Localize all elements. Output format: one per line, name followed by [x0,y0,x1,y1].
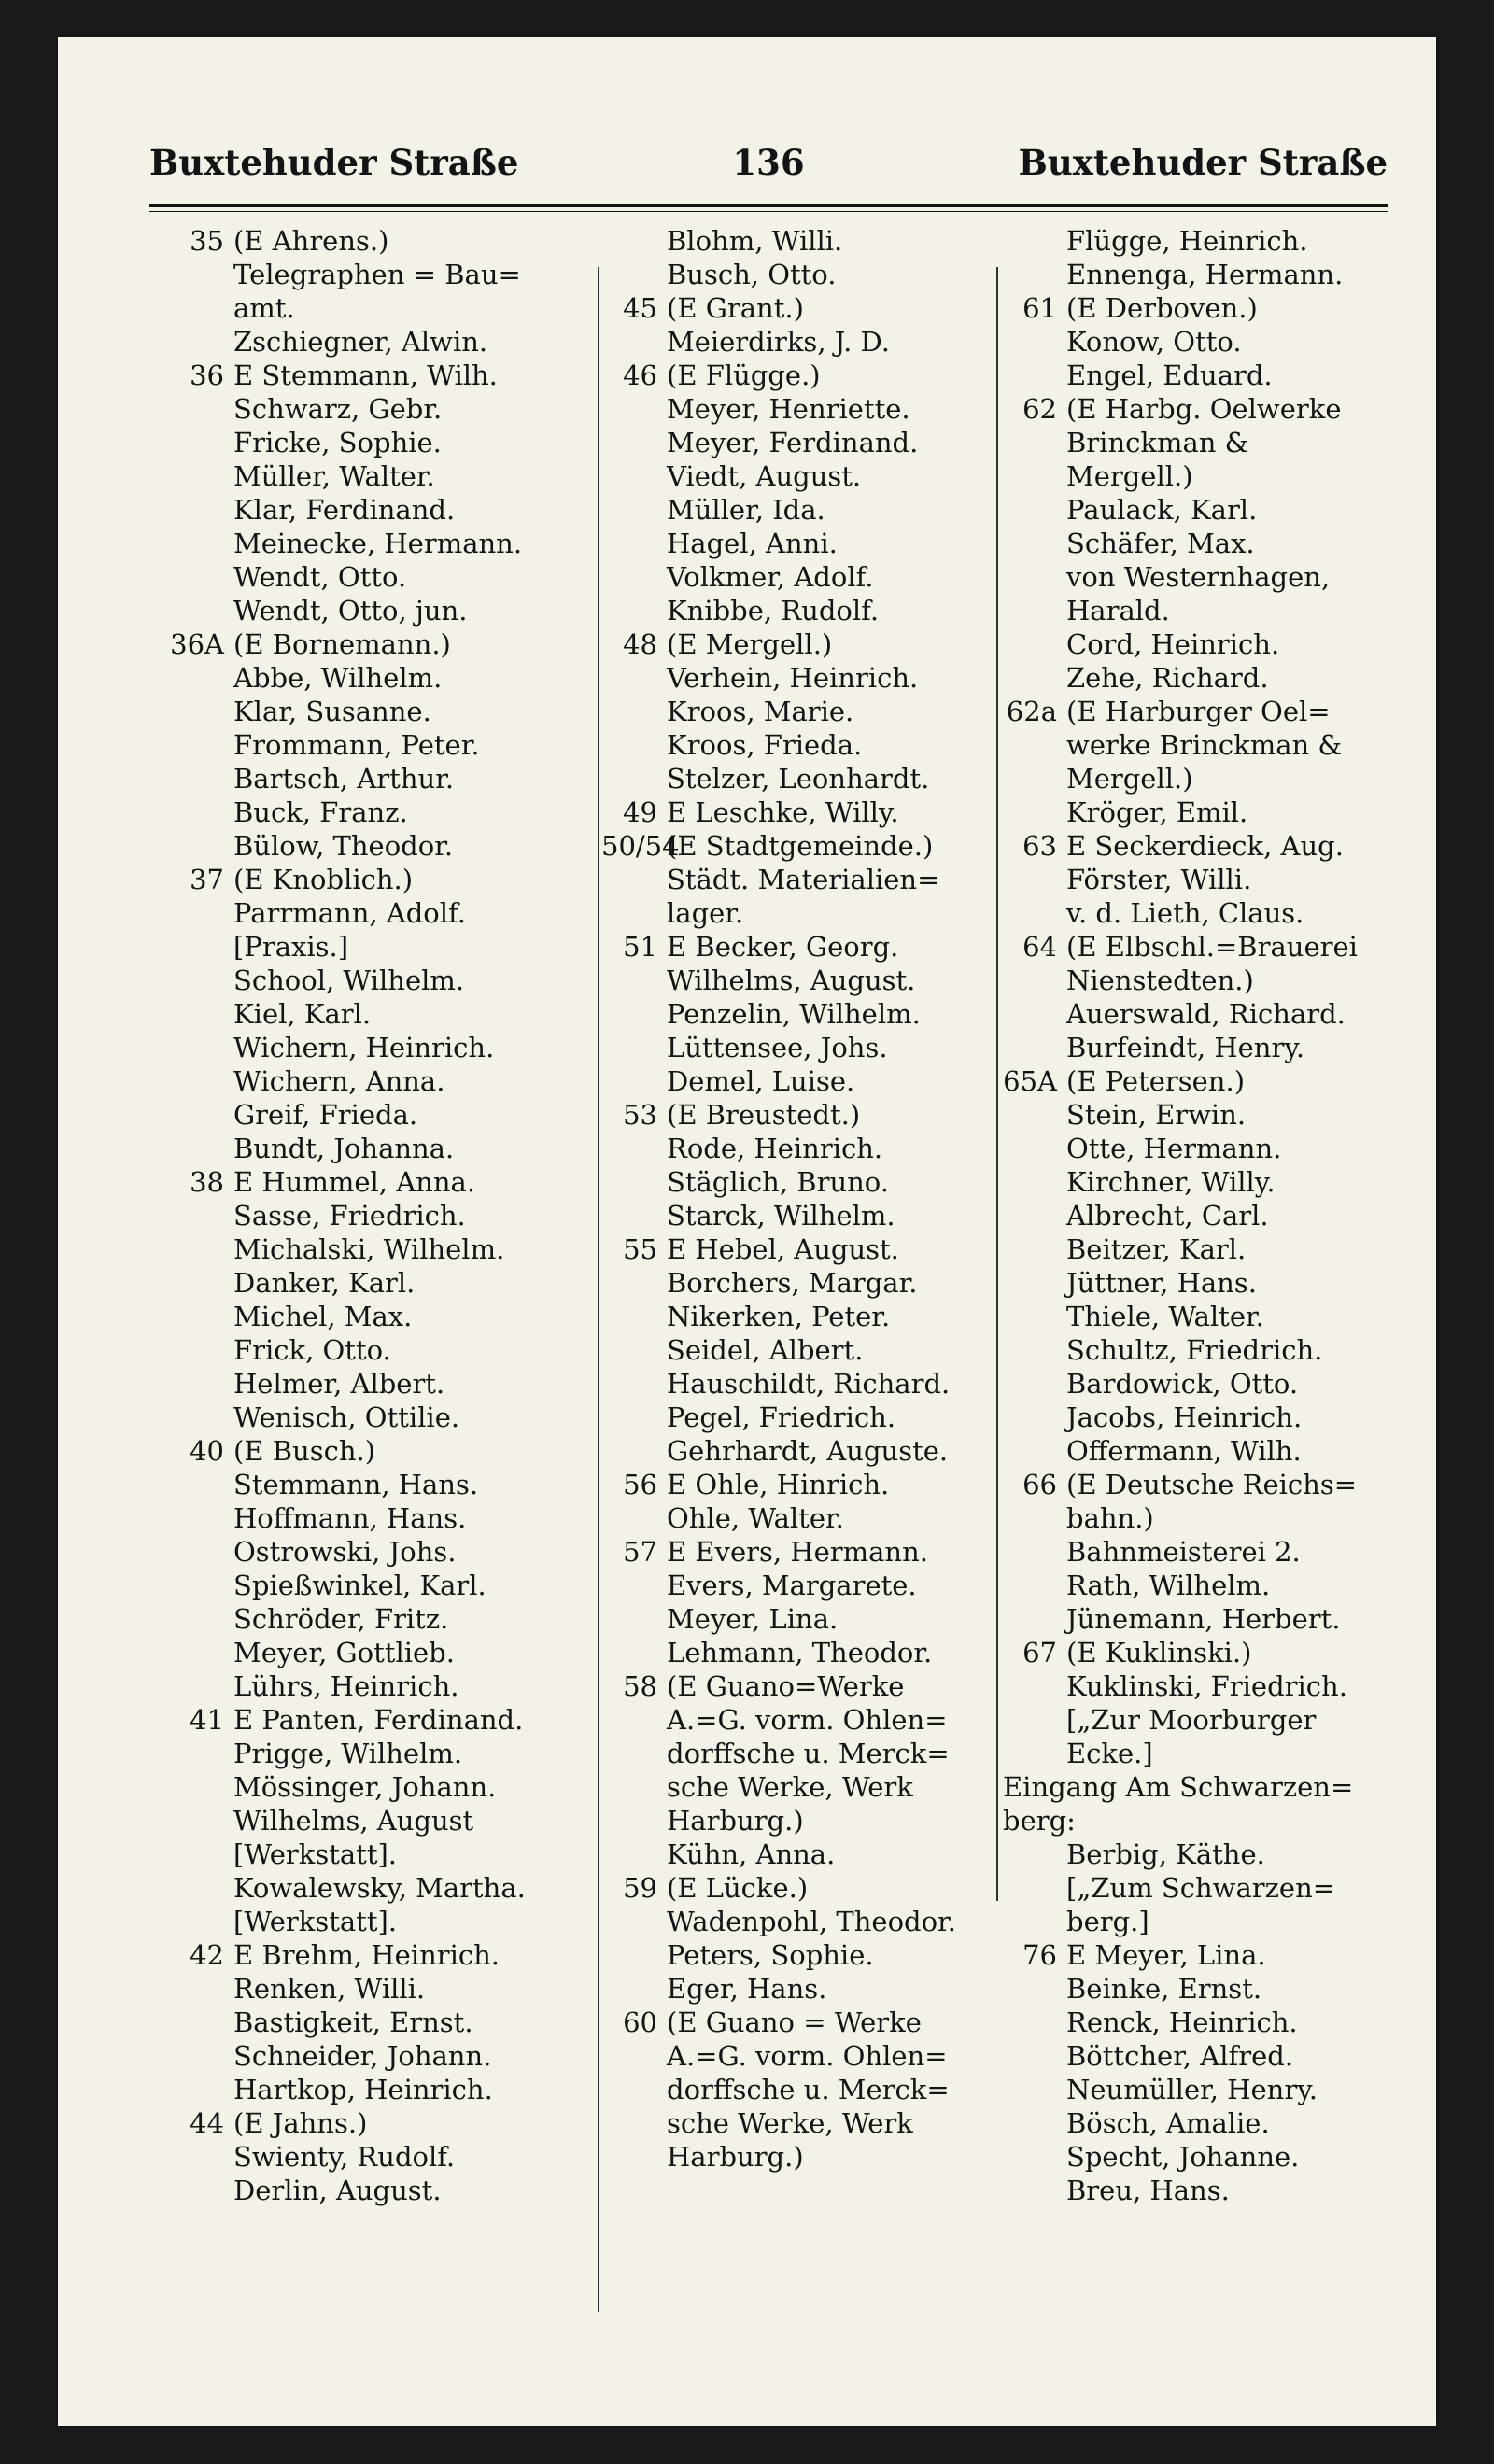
resident-line: Meyer, Ferdinand. [667,427,919,458]
resident-line: Klar, Ferdinand. [233,494,456,526]
resident-line: Meyer, Henriette. [667,393,910,425]
resident-line: (E Knoblich.) [233,864,414,895]
resident-line: Bösch, Amalie. [1066,2107,1270,2139]
house-entry [1003,1770,1442,1837]
page-header [149,142,1388,198]
resident-list [1066,1837,1442,1938]
resident-line: E Becker, Georg. [667,931,899,963]
resident-line: bahn.) [1066,1502,1154,1534]
resident-line: A.=G. vorm. Ohlen= [667,1704,948,1736]
resident-line: Wichern, Anna. [233,1065,445,1097]
resident-line: lager. [667,897,744,929]
house-number: 51 [623,931,657,963]
resident-line: E Seckerdieck, Aug. [1066,830,1344,862]
resident-line: Meierdirks, J. D. [667,326,890,358]
resident-list [1066,695,1442,829]
column-1 [151,224,595,2207]
resident-list [667,1535,1001,1669]
house-number: 65A [1003,1065,1057,1097]
resident-list [667,2006,1001,2174]
resident-line: Hagel, Anni. [667,528,838,559]
resident-list [1066,1064,1442,1468]
resident-line: Kroos, Frieda. [667,729,863,761]
resident-line: Kroos, Marie. [667,696,854,727]
resident-list [233,224,595,359]
resident-line: (E Bornemann.) [233,628,451,660]
house-number: 40 [190,1435,224,1467]
resident-line: (E Breustedt.) [667,1099,861,1131]
resident-line: Förster, Willi. [1066,864,1252,895]
resident-line: Kowalewsky, Martha. [233,1872,526,1904]
resident-list [667,1669,1001,1871]
header-rule-thin [149,211,1388,212]
resident-line: Klar, Susanne. [233,696,431,727]
resident-list [1066,291,1442,392]
resident-line: berg: [1003,1805,1076,1837]
resident-line: Albrecht, Carl. [1066,1200,1269,1232]
resident-list [1066,1636,1442,1770]
resident-line: Verhein, Heinrich. [667,662,919,694]
resident-line: Bastigkeit, Ernst. [233,2006,473,2038]
house-entry [1003,829,1442,930]
house-entry [1003,224,1442,291]
resident-line: dorffsche u. Merck= [667,2074,950,2105]
resident-line: Müller, Walter. [233,460,435,492]
resident-line: Kühn, Anna. [667,1838,836,1870]
resident-list [1066,1468,1442,1636]
resident-line: Michalski, Wilhelm. [233,1233,505,1265]
resident-line: Hoffmann, Hans. [233,1502,467,1534]
house-number: 42 [190,1939,224,1971]
house-number: 49 [623,796,657,828]
house-number: 44 [190,2107,224,2139]
resident-line: Sasse, Friedrich. [233,1200,466,1232]
header-rule-thick [149,204,1388,207]
house-number [1003,1837,1066,1938]
house-number: 59 [623,1872,657,1904]
resident-line: Flügge, Heinrich. [1066,225,1308,257]
resident-line: Paulack, Karl. [1066,494,1258,526]
resident-line: Meyer, Gottlieb. [233,1637,455,1668]
house-entry [151,627,595,863]
house-entry [1003,291,1442,392]
house-number: 58 [623,1670,657,1702]
resident-line: Beitzer, Karl. [1066,1233,1247,1265]
house-entry [1003,1064,1442,1468]
resident-line: werke Brinckman & [1066,729,1343,761]
resident-line: Offermann, Wilh. [1066,1435,1302,1467]
resident-line: Schäfer, Max. [1066,528,1255,559]
resident-line: Nikerken, Peter. [667,1301,891,1332]
resident-line: Engel, Eduard. [1066,359,1273,391]
resident-line: (E Busch.) [233,1435,376,1467]
resident-line: Thiele, Walter. [1066,1301,1264,1332]
house-number: 55 [623,1233,657,1265]
house-number: 56 [623,1469,657,1500]
resident-line: Meyer, Lina. [667,1603,839,1635]
resident-line: Mergell.) [1066,763,1193,795]
resident-line: Telegraphen = Bau= [233,259,521,290]
resident-line: Otte, Hermann. [1066,1133,1282,1164]
resident-line: (E Ahrens.) [233,225,389,257]
resident-line: Derlin, August. [233,2175,442,2206]
resident-line: Berbig, Käthe. [1066,1838,1265,1870]
resident-list [667,224,1001,291]
resident-line: (E Grant.) [667,292,804,324]
resident-line: Böttcher, Alfred. [1066,2040,1294,2072]
resident-line: Brinckman & [1066,427,1249,458]
resident-line: Danker, Karl. [233,1267,416,1299]
resident-line: (E Jahns.) [233,2107,368,2139]
resident-line: E Brehm, Heinrich. [233,1939,500,1971]
resident-line: (E Petersen.) [1066,1065,1246,1097]
resident-line: Breu, Hans. [1066,2175,1230,2206]
resident-list [1066,224,1442,291]
resident-line: Ohle, Walter. [667,1502,844,1534]
resident-line: E Evers, Hermann. [667,1536,928,1568]
resident-line: dorffsche u. Merck= [667,1738,950,1769]
resident-line: Volkmer, Adolf. [667,561,874,593]
column-2 [601,224,1001,2174]
resident-list [1066,829,1442,930]
resident-line: Stein, Erwin. [1066,1099,1247,1131]
resident-list [233,1703,595,1938]
resident-line: Schultz, Friedrich. [1066,1334,1323,1366]
resident-line: Bahnmeisterei 2. [1066,1536,1301,1568]
resident-line: Mergell.) [1066,460,1193,492]
resident-list [667,796,1001,829]
house-entry [601,930,1001,1098]
house-entry [601,224,1001,291]
resident-line: Fricke, Sophie. [233,427,442,458]
resident-line: Starck, Wilhelm. [667,1200,895,1232]
house-number: 36 [190,359,224,391]
resident-line: Buck, Franz. [233,796,408,828]
resident-line: Eger, Hans. [667,1973,827,2005]
house-entry [601,627,1001,796]
resident-line: Ecke.] [1066,1738,1153,1769]
resident-line: Burfeindt, Henry. [1066,1032,1305,1063]
house-number: 37 [190,864,224,895]
resident-list [667,627,1001,796]
resident-line: Hauschildt, Richard. [667,1368,951,1400]
resident-list [667,829,1001,930]
resident-line: [Werkstatt]. [233,1906,398,1937]
house-number: 61 [1022,292,1057,324]
house-entry [151,1165,595,1434]
resident-line: (E Guano=Werke [667,1670,905,1702]
resident-line: Wichern, Heinrich. [233,1032,495,1063]
resident-line: Wilhelms, August. [667,964,916,996]
house-number: 35 [190,225,224,257]
resident-line: Borchers, Margar. [667,1267,918,1299]
house-number [1003,224,1066,291]
resident-line: Spießwinkel, Karl. [233,1570,486,1601]
resident-line: Mössinger, Johann. [233,1771,497,1803]
column-divider [598,267,599,2312]
house-entry [151,359,595,627]
resident-line: E Leschke, Willy. [667,796,899,828]
resident-line: Kuklinski, Friedrich. [1066,1670,1347,1702]
resident-line: (E Guano = Werke [667,2006,922,2038]
house-entry [1003,1837,1442,1938]
resident-line: Wendt, Otto. [233,561,407,593]
house-entry [601,2006,1001,2174]
house-entry [601,796,1001,829]
resident-list [1066,392,1442,695]
resident-list [233,1938,595,2106]
house-number: 53 [623,1099,657,1131]
resident-line: Seidel, Albert. [667,1334,864,1366]
resident-line: Parrmann, Adolf. [233,897,466,929]
house-number: 45 [623,292,657,324]
resident-line: Schneider, Johann. [233,2040,492,2072]
resident-line: [Werkstatt]. [233,1838,398,1870]
house-entry [151,1938,595,2106]
resident-list [233,2106,595,2207]
resident-line: Blohm, Willi. [667,225,843,257]
resident-line: Jünemann, Herbert. [1066,1603,1341,1635]
house-number: 62 [1022,393,1057,425]
resident-line: (E Harbg. Oelwerke [1066,393,1342,425]
resident-line: Wilhelms, August [233,1805,474,1837]
resident-list [233,863,595,1165]
house-entry [1003,392,1442,695]
resident-line: E Hebel, August. [667,1233,899,1265]
resident-line: [„Zum Schwarzen= [1066,1872,1336,1904]
resident-line: Helmer, Albert. [233,1368,445,1400]
resident-line: Harburg.) [667,2141,804,2173]
resident-line: Michel, Max. [233,1301,413,1332]
resident-list [667,1232,1001,1468]
resident-list [667,1871,1001,2006]
house-entry [601,291,1001,359]
resident-line: Neumüller, Henry. [1066,2074,1318,2105]
resident-list [667,1098,1001,1232]
resident-line: Zehe, Richard. [1066,662,1269,694]
resident-line: Hartkop, Heinrich. [233,2074,493,2105]
resident-list [1066,1938,1442,2207]
resident-line: Swienty, Rudolf. [233,2141,456,2173]
directory-page [58,37,1436,2426]
running-head-right: Buxtehuder Straße [1018,142,1388,183]
house-entry [1003,1468,1442,1636]
resident-line: (E Derboven.) [1066,292,1258,324]
resident-line: Abbe, Wilhelm. [233,662,443,694]
house-entry [1003,930,1442,1064]
running-head-left: Buxtehuder Straße [149,142,519,183]
house-number: 36A [170,628,224,660]
resident-line: sche Werke, Werk [667,2107,913,2139]
resident-line: Evers, Margarete. [667,1570,917,1601]
resident-line: Bardowick, Otto. [1066,1368,1299,1400]
resident-line: Knibbe, Rudolf. [667,595,880,627]
resident-line: Ostrowski, Johs. [233,1536,457,1568]
resident-line: Greif, Frieda. [233,1099,418,1131]
house-number: 64 [1022,931,1057,963]
resident-line: Nienstedten.) [1066,964,1254,996]
house-entry [1003,1938,1442,2207]
resident-line: Schwarz, Gebr. [233,393,443,425]
house-number: 63 [1022,830,1057,862]
house-number: 62a [1006,696,1057,727]
house-entry [151,863,595,1165]
resident-line: Stäglich, Bruno. [667,1166,889,1198]
house-number: 60 [623,2006,657,2038]
resident-line: (E Flügge.) [667,359,821,391]
house-number: 76 [1022,1939,1057,1971]
resident-line: Meinecke, Hermann. [233,528,523,559]
house-entry [1003,1636,1442,1770]
resident-line: Busch, Otto. [667,259,837,290]
house-entry [601,1098,1001,1232]
resident-line: Harald. [1066,595,1170,627]
resident-line: Zschiegner, Alwin. [233,326,488,358]
resident-line: A.=G. vorm. Ohlen= [667,2040,948,2072]
resident-line: Frommann, Peter. [233,729,480,761]
column-3 [1003,224,1442,2207]
resident-line: Lührs, Heinrich. [233,1670,459,1702]
resident-line: Eingang Am Schwarzen= [1003,1771,1354,1803]
resident-list [667,291,1001,359]
resident-list [1066,930,1442,1064]
resident-line: [Praxis.] [233,931,349,963]
page-number: 136 [732,142,805,183]
house-entry [601,829,1001,930]
resident-list [667,1468,1001,1535]
resident-line: Renck, Heinrich. [1066,2006,1298,2038]
resident-line: Wadenpohl, Theodor. [667,1906,956,1937]
house-entry [151,1434,595,1703]
house-entry [601,359,1001,627]
resident-line: Beinke, Ernst. [1066,1973,1262,2005]
resident-line: Penzelin, Wilhelm. [667,998,921,1030]
resident-line: Renken, Willi. [233,1973,426,2005]
house-number: 66 [1022,1469,1057,1500]
resident-line: Prigge, Wilhelm. [233,1738,463,1769]
house-number: 50/54 [601,830,680,862]
resident-list [667,359,1001,627]
resident-line: Gehrhardt, Auguste. [667,1435,949,1467]
resident-list [1003,1770,1442,1837]
resident-line: Peters, Sophie. [667,1939,874,1971]
resident-line: Stemmann, Hans. [233,1469,479,1500]
resident-line: Konow, Otto. [1066,326,1242,358]
house-number: 41 [190,1704,224,1736]
house-entry [151,2106,595,2207]
house-number: 38 [190,1166,224,1198]
resident-line: (E Deutsche Reichs= [1066,1469,1357,1500]
resident-line: Frick, Otto. [233,1334,391,1366]
resident-line: Wendt, Otto, jun. [233,595,468,627]
resident-list [233,627,595,863]
resident-line: Rath, Wilhelm. [1066,1570,1271,1601]
resident-line: Rode, Heinrich. [667,1133,883,1164]
resident-line: v. d. Lieth, Claus. [1066,897,1304,929]
resident-line: Müller, Ida. [667,494,825,526]
house-number: 67 [1022,1637,1057,1668]
resident-line: Schröder, Fritz. [233,1603,449,1635]
resident-line: Cord, Heinrich. [1066,628,1280,660]
resident-line: Ennenga, Hermann. [1066,259,1344,290]
resident-list [233,1434,595,1703]
resident-line: Bülow, Theodor. [233,830,454,862]
resident-line: (E Kuklinski.) [1066,1637,1252,1668]
house-number [601,224,667,291]
resident-line: Stelzer, Leonhardt. [667,763,930,795]
house-number: 46 [623,359,657,391]
house-number: 57 [623,1536,657,1568]
resident-line: Kirchner, Willy. [1066,1166,1276,1198]
resident-line: (E Harburger Oel= [1066,696,1331,727]
resident-line: Demel, Luise. [667,1065,855,1097]
house-entry [1003,695,1442,829]
resident-line: Jüttner, Hans. [1066,1267,1257,1299]
resident-line: (E Mergell.) [667,628,833,660]
resident-line: (E Lücke.) [667,1872,809,1904]
resident-line: Kröger, Emil. [1066,796,1248,828]
resident-line: Städt. Materialien= [667,864,940,895]
resident-line: Auerswald, Richard. [1066,998,1346,1030]
resident-line: sche Werke, Werk [667,1771,913,1803]
house-entry [601,1871,1001,2006]
resident-line: (E Stadtgemeinde.) [667,830,934,862]
house-number: 48 [623,628,657,660]
resident-line: Bartsch, Arthur. [233,763,455,795]
resident-line: Specht, Johanne. [1066,2141,1300,2173]
resident-line: berg.] [1066,1906,1149,1937]
resident-line: E Hummel, Anna. [233,1166,476,1198]
resident-list [667,930,1001,1098]
house-entry [151,224,595,359]
resident-line: E Ohle, Hinrich. [667,1469,890,1500]
resident-line: von Westernhagen, [1066,561,1331,593]
resident-line: Bundt, Johanna. [233,1133,455,1164]
resident-line: E Meyer, Lina. [1066,1939,1266,1971]
resident-line: [„Zur Moorburger [1066,1704,1317,1736]
resident-line: Lehmann, Theodor. [667,1637,933,1668]
house-entry [151,1703,595,1938]
resident-line: Kiel, Karl. [233,998,372,1030]
resident-line: E Panten, Ferdinand. [233,1704,524,1736]
house-entry [601,1669,1001,1871]
resident-line: Jacobs, Heinrich. [1066,1401,1303,1433]
resident-line: Pegel, Friedrich. [667,1401,896,1433]
house-entry [601,1468,1001,1535]
resident-line: E Stemmann, Wilh. [233,359,498,391]
resident-list [233,359,595,627]
house-entry [601,1232,1001,1468]
resident-line: amt. [233,292,295,324]
resident-list [233,1165,595,1434]
resident-line: School, Wilhelm. [233,964,465,996]
resident-line: Wenisch, Ottilie. [233,1401,460,1433]
resident-line: Lüttensee, Johs. [667,1032,888,1063]
resident-line: (E Elbschl.=Brauerei [1066,931,1358,963]
house-entry [601,1535,1001,1669]
resident-line: Harburg.) [667,1805,804,1837]
resident-line: Viedt, August. [667,460,862,492]
